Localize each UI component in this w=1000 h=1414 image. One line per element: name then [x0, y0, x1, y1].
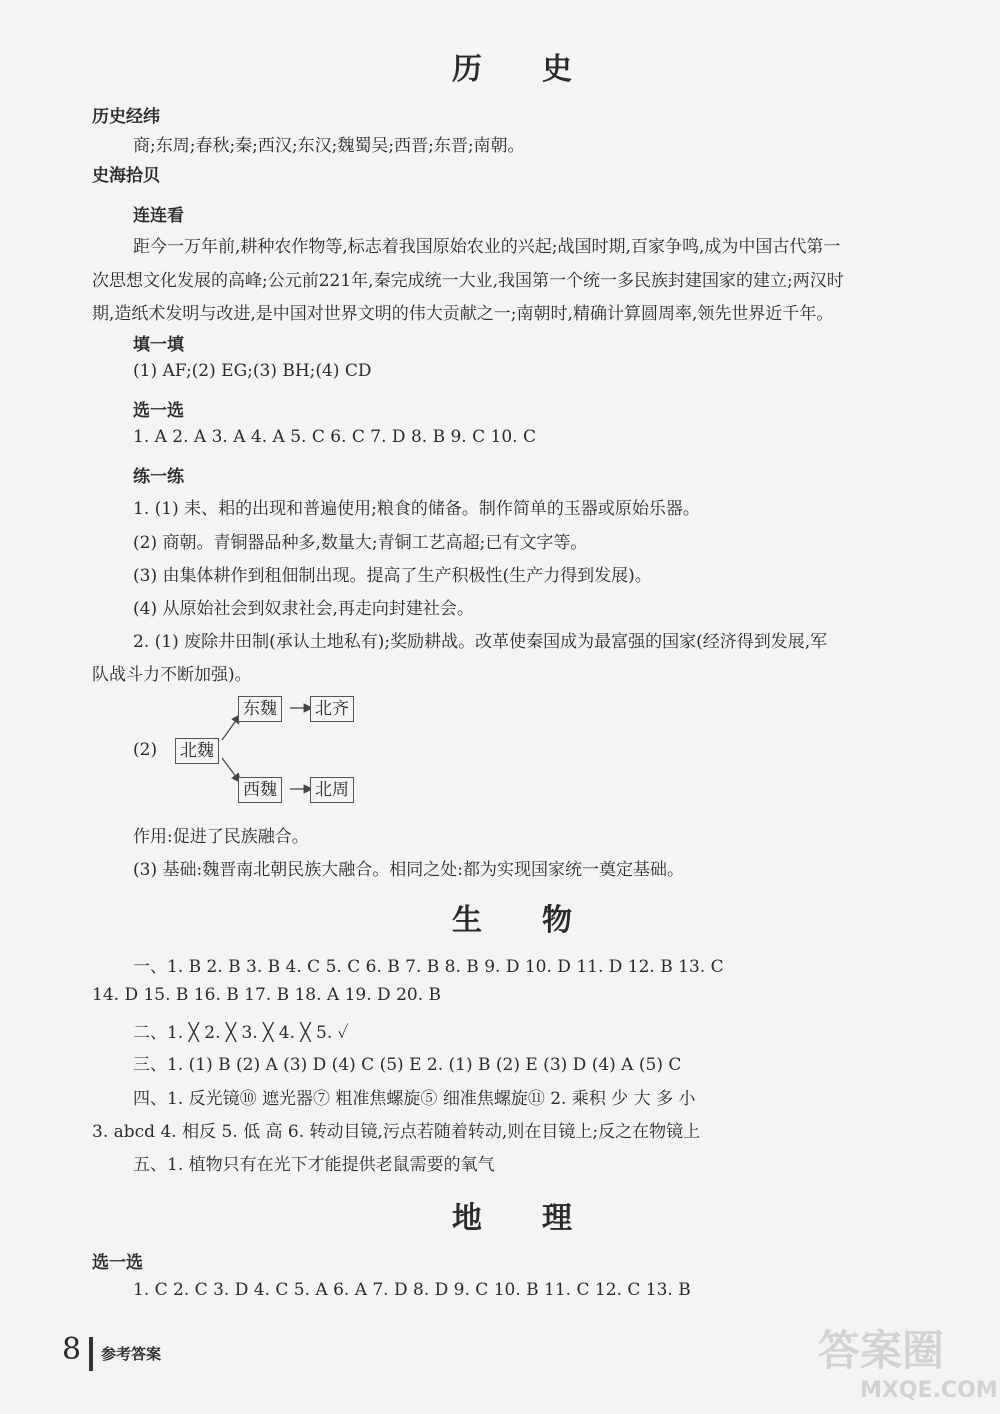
biology-line-3: 二、1. ╳ 2. ╳ 3. ╳ 4. ╳ 5. ✓ — [133, 1023, 349, 1043]
watermark-logo: 答案圈 — [818, 1326, 945, 1375]
connect-line-3: 期,造纸术发明与改进,是中国对世界文明的伟大贡献之一;南朝时,精确计算圆周率,领先世界近千年。 — [92, 304, 834, 324]
diagram-node-xiwei: 西魏 — [238, 777, 282, 803]
biology-title: 生物 — [452, 903, 632, 938]
section-connect: 连连看 — [133, 206, 184, 226]
practice-line-4: (4) 从原始社会到奴隶社会,再走向封建社会。 — [133, 599, 474, 619]
fill-answers: (1) AF;(2) EG;(3) BH;(4) CD — [133, 361, 372, 381]
biology-line-1: 一、1. B 2. B 3. B 4. C 5. C 6. B 7. B 8. B 9. D 10. D 11. D 12. B 13. C — [133, 957, 724, 977]
connect-line-1: 距今一万年前,耕种农作物等,标志着我国原始农业的兴起;战国时期,百家争鸣,成为中国古代第一 — [133, 237, 841, 257]
section-fill: 填一填 — [133, 335, 184, 355]
choose-answers: 1. A 2. A 3. A 4. A 5. C 6. C 7. D 8. B 9. C 10. C — [133, 427, 536, 447]
section-practice: 练一练 — [133, 467, 184, 487]
basis-line: (3) 基础:魏晋南北朝民族大融合。相同之处:都为实现国家统一奠定基础。 — [133, 860, 684, 880]
connect-line-2: 次思想文化发展的高峰;公元前221年,秦完成统一大业,我国第一个统一多民族封建国家的建立;两汉时 — [92, 271, 844, 291]
geography-choose-answers: 1. C 2. C 3. D 4. C 5. A 6. A 7. D 8. D 9. C 10. B 11. C 12. C 13. B — [133, 1280, 691, 1300]
effect-line: 作用:促进了民族融合。 — [133, 827, 309, 847]
history-title: 历史 — [452, 52, 632, 87]
footer-divider — [89, 1337, 93, 1371]
geography-section-choose: 选一选 — [92, 1253, 143, 1273]
biology-line-7: 五、1. 植物只有在光下才能提供老鼠需要的氧气 — [133, 1155, 495, 1175]
practice-line-2: (2) 商朝。青铜器品种多,数量大;青铜工艺高超;已有文字等。 — [133, 533, 588, 553]
diagram-node-beiqi: 北齐 — [310, 696, 354, 722]
practice-line-1: 1. (1) 耒、耜的出现和普遍使用;粮食的储备。制作简单的玉器或原始乐器。 — [133, 499, 700, 519]
diagram-label: (2) — [133, 740, 158, 760]
watermark-url: MXQE.COM — [860, 1378, 998, 1403]
section-choose: 选一选 — [133, 401, 184, 421]
footer-label: 参考答案 — [101, 1345, 162, 1363]
page-number: 8 — [62, 1332, 82, 1367]
practice-line-3: (3) 由集体耕作到租佃制出现。提高了生产积极性(生产力得到发展)。 — [133, 566, 652, 586]
biology-line-4: 三、1. (1) B (2) A (3) D (4) C (5) E 2. (1) B (2) E (3) D (4) A (5) C — [133, 1055, 682, 1075]
diagram-node-dongwei: 东魏 — [238, 696, 282, 722]
section-pearls: 史海拾贝 — [92, 166, 160, 186]
section-classic: 历史经纬 — [92, 107, 160, 127]
classic-line: 商;东周;春秋;秦;西汉;东汉;魏蜀吴;西晋;东晋;南朝。 — [133, 136, 525, 156]
geography-title: 地理 — [452, 1201, 632, 1236]
diagram-node-beiwei: 北魏 — [175, 738, 219, 764]
biology-line-2: 14. D 15. B 16. B 17. B 18. A 19. D 20. B — [92, 985, 442, 1005]
practice-line-5: 2. (1) 废除井田制(承认土地私有);奖励耕战。改革使秦国成为最富强的国家(经济得到发展,军 — [133, 632, 828, 652]
diagram-node-beizhou: 北周 — [310, 777, 354, 803]
biology-line-5: 四、1. 反光镜⑩ 遮光器⑦ 粗准焦螺旋⑤ 细准焦螺旋⑪ 2. 乘积 少 大 多 小 — [133, 1089, 696, 1109]
biology-line-6: 3. abcd 4. 相反 5. 低 高 6. 转动目镜,污点若随着转动,则在目镜上;反之在物镜上 — [92, 1122, 701, 1142]
practice-line-6: 队战斗力不断加强)。 — [92, 665, 252, 685]
